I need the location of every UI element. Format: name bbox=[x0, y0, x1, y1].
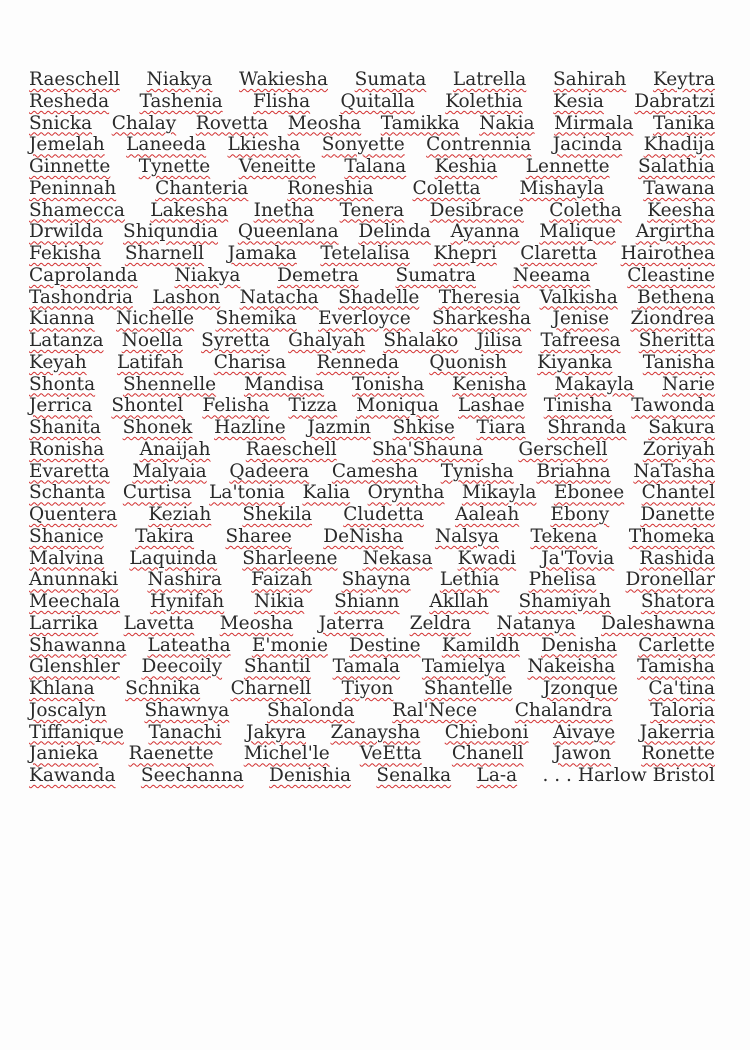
name-word: Flisha bbox=[253, 90, 311, 112]
name-word: Queenlana bbox=[237, 221, 339, 243]
name-word: Ronette bbox=[641, 743, 715, 765]
name-word: Larrika bbox=[29, 612, 99, 634]
poem-line bbox=[29, 700, 715, 722]
name-word: Delinda bbox=[358, 221, 431, 243]
name-word: Kwadi bbox=[457, 547, 517, 569]
name-word: Charisa bbox=[213, 351, 287, 373]
name-word: Sharee bbox=[225, 525, 292, 547]
poem-line bbox=[29, 287, 715, 309]
name-word: Khepri bbox=[433, 243, 497, 264]
name-poem bbox=[29, 69, 715, 787]
name-word: Carlette bbox=[638, 634, 715, 656]
name-word: Chieboni bbox=[444, 721, 529, 743]
name-word: Resheda bbox=[29, 90, 110, 112]
name-word: Qadeera bbox=[229, 460, 310, 482]
name-word: Tekena bbox=[530, 525, 598, 547]
poem-line bbox=[29, 69, 715, 91]
poem-line bbox=[29, 635, 715, 657]
name-word: Tashenia bbox=[139, 90, 223, 112]
name-word: Argirtha bbox=[635, 221, 715, 243]
name-word: Ebony bbox=[550, 504, 610, 525]
name-word: Thomeka bbox=[628, 525, 715, 547]
name-word: Roneshia bbox=[287, 177, 374, 199]
poem-line bbox=[29, 743, 715, 765]
name-word: Daleshawna bbox=[601, 612, 715, 634]
name-word: Jawon bbox=[553, 743, 612, 765]
name-word: Dabratzi bbox=[634, 90, 715, 112]
name-word: Evaretta bbox=[29, 460, 110, 482]
name-word: Malique bbox=[539, 221, 616, 243]
name-word: Coletta bbox=[412, 177, 481, 199]
poem-line bbox=[29, 308, 715, 330]
poem-line bbox=[29, 765, 715, 787]
name-word: Danette bbox=[640, 504, 715, 525]
name-word: Deecoily bbox=[141, 656, 223, 678]
name-word: Shayna bbox=[341, 569, 411, 591]
name-word: Tetelalisa bbox=[320, 243, 410, 264]
name-word: Cleastine bbox=[627, 264, 715, 286]
name-word: Nakeisha bbox=[527, 656, 616, 678]
poem-line bbox=[29, 352, 715, 374]
name-word: Natacha bbox=[239, 286, 319, 308]
name-word: Lakesha bbox=[150, 199, 229, 221]
name-word: Rovetta bbox=[195, 112, 269, 134]
name-word: Sha'Shauna bbox=[371, 438, 484, 460]
name-word: Kamildh bbox=[441, 634, 520, 656]
name-word: Sharnell bbox=[124, 243, 205, 264]
name-word: Latifah bbox=[116, 351, 184, 373]
name-word: Michel'le bbox=[243, 743, 330, 765]
name-word: Denishia bbox=[269, 765, 352, 786]
name-word: Sakura bbox=[648, 417, 715, 438]
name-word: Sumatra bbox=[395, 264, 476, 286]
poem-line bbox=[29, 591, 715, 613]
name-word: Jilisa bbox=[476, 330, 523, 351]
name-word: Schanta bbox=[29, 482, 106, 504]
name-word: Shranda bbox=[547, 417, 627, 438]
name-word: Sahirah bbox=[552, 69, 627, 90]
name-word: Shekila bbox=[242, 504, 313, 525]
name-word: Aivaye bbox=[553, 721, 616, 743]
name-word: Taloria bbox=[650, 699, 715, 721]
poem-line bbox=[29, 569, 715, 591]
name-word: Noella bbox=[121, 330, 183, 351]
poem-line bbox=[29, 221, 715, 243]
name-word: Aaleah bbox=[455, 504, 520, 525]
name-word: Narie bbox=[662, 373, 715, 395]
name-word: Quonish bbox=[429, 351, 507, 373]
name-word: Tynisha bbox=[440, 460, 514, 482]
name-word: Tenera bbox=[339, 199, 405, 221]
name-word: Glenshler bbox=[29, 656, 120, 678]
poem-line bbox=[29, 461, 715, 483]
name-word: Kolethia bbox=[445, 90, 523, 112]
name-word: Laneeda bbox=[126, 134, 207, 156]
name-word: Ayanna bbox=[450, 221, 520, 243]
name-word: Nichelle bbox=[116, 308, 195, 330]
name-word: Sheritta bbox=[638, 330, 715, 351]
name-word: Nashira bbox=[147, 569, 222, 591]
name-word: Ziondrea bbox=[630, 308, 715, 330]
name-word: Chantel bbox=[641, 482, 715, 504]
name-word: Shatora bbox=[640, 591, 715, 612]
name-word: Chanell bbox=[451, 743, 524, 765]
name-word: Sumata bbox=[354, 69, 427, 90]
name-word: Chalandra bbox=[514, 699, 613, 721]
name-word: Coletha bbox=[549, 199, 622, 221]
name-word: Nikia bbox=[254, 591, 305, 612]
name-word: Tanachi bbox=[148, 721, 222, 743]
name-word: Shantil bbox=[243, 656, 311, 678]
name-word: Ginnette bbox=[29, 156, 111, 177]
name-word: Shamiyah bbox=[518, 591, 612, 612]
name-word: Janieka bbox=[29, 743, 99, 765]
name-word: Syretta bbox=[201, 330, 270, 351]
name-word: Lashae bbox=[458, 395, 525, 417]
poem-line bbox=[29, 200, 715, 222]
name-word: Tamikka bbox=[380, 112, 460, 134]
name-word: Shonek bbox=[122, 417, 193, 438]
name-word: Briahna bbox=[536, 460, 611, 482]
name-word: Tamala bbox=[332, 656, 401, 678]
name-word: Sharleene bbox=[242, 547, 338, 569]
name-word: Keziah bbox=[148, 504, 212, 525]
name-word: Makayla bbox=[554, 373, 635, 395]
name-word: NaTasha bbox=[633, 460, 715, 482]
name-word: Quitalla bbox=[340, 90, 415, 112]
name-word: Nekasa bbox=[362, 547, 433, 569]
name-word: Peninnah bbox=[29, 177, 117, 199]
name-word: Raeschell bbox=[245, 438, 337, 460]
name-word: Dronellar bbox=[625, 569, 715, 591]
name-word: Shawnya bbox=[144, 699, 230, 721]
poem-line bbox=[29, 265, 715, 287]
name-word: Moniqua bbox=[356, 395, 439, 417]
poem-line bbox=[29, 330, 715, 352]
name-word: Ca'tina bbox=[648, 678, 715, 699]
name-word: Rashida bbox=[639, 547, 715, 569]
name-word: Latrella bbox=[452, 69, 527, 90]
name-word: Tamielya bbox=[421, 656, 506, 678]
name-word: Faizah bbox=[251, 569, 313, 591]
name-word: E'monie bbox=[251, 634, 328, 656]
name-word: Keesha bbox=[647, 199, 715, 221]
name-word: Jerrica bbox=[29, 395, 93, 417]
name-word: La'tonia bbox=[209, 482, 285, 504]
name-word: Meechala bbox=[29, 591, 121, 612]
name-word: Shiqundia bbox=[123, 221, 218, 243]
name-word: Tiara bbox=[476, 417, 526, 438]
name-word: Lateatha bbox=[147, 634, 231, 656]
name-word: Meosha bbox=[219, 612, 294, 634]
name-word: Tynette bbox=[138, 156, 211, 177]
name-word: Jakerria bbox=[639, 721, 715, 743]
name-word: Khlana bbox=[29, 678, 95, 699]
name-word: Cludetta bbox=[343, 504, 424, 525]
name-word: Curtisa bbox=[122, 482, 192, 504]
name-word: Neeama bbox=[512, 264, 591, 286]
name-word: DeNisha bbox=[323, 525, 404, 547]
name-word: Raeschell bbox=[29, 69, 120, 90]
name-word: Valkisha bbox=[539, 286, 618, 308]
name-word: Phelisa bbox=[528, 569, 597, 591]
name-word: Desibrace bbox=[429, 199, 524, 221]
poem-line bbox=[29, 722, 715, 744]
name-word: Malvina bbox=[29, 547, 105, 569]
name-word: Oryntha bbox=[367, 482, 445, 504]
poem-line bbox=[29, 134, 715, 156]
name-word: Destine bbox=[349, 634, 421, 656]
name-word: Shiann bbox=[334, 591, 400, 612]
name-word: Tanika bbox=[652, 112, 715, 134]
name-word: Jaterra bbox=[318, 612, 385, 634]
name-word: Jzonque bbox=[543, 678, 618, 699]
name-word: Niakya bbox=[146, 69, 213, 90]
name-word: Akllah bbox=[429, 591, 489, 612]
name-word: Lennette bbox=[525, 156, 610, 177]
poem-line bbox=[29, 417, 715, 439]
name-word: Hairothea bbox=[620, 243, 715, 264]
name-word: Kawanda bbox=[29, 765, 116, 786]
name-word: Keyah bbox=[29, 351, 87, 373]
name-word: Tanisha bbox=[642, 351, 715, 373]
name-word: Ronisha bbox=[29, 438, 105, 460]
name-word: Snicka bbox=[29, 112, 93, 134]
poem-line bbox=[29, 526, 715, 548]
name-word: Jacinda bbox=[552, 134, 623, 156]
name-word: Laquinda bbox=[129, 547, 218, 569]
poem-line bbox=[29, 656, 715, 678]
poem-line bbox=[29, 156, 715, 178]
name-word: Khadija bbox=[643, 134, 715, 156]
name-word: Shadelle bbox=[338, 286, 420, 308]
name-word: Claretta bbox=[520, 243, 598, 264]
name-word: Lethia bbox=[439, 569, 500, 591]
name-word: Contrennia bbox=[426, 134, 532, 156]
name-word: Ebonee bbox=[553, 482, 625, 504]
name-word: Takira bbox=[135, 525, 195, 547]
name-word: Chanteria bbox=[155, 177, 249, 199]
poem-line bbox=[29, 439, 715, 461]
name-word: VeEtta bbox=[359, 743, 422, 765]
name-word: Zanaysha bbox=[330, 721, 421, 743]
poem-line bbox=[29, 243, 715, 265]
name-word: Lashon bbox=[152, 286, 221, 308]
name-word: Caprolanda bbox=[29, 264, 138, 286]
name-word: Tizza bbox=[288, 395, 338, 417]
name-word: Lkiesha bbox=[227, 134, 301, 156]
name-word: Shonta bbox=[29, 373, 96, 395]
poem-line bbox=[29, 395, 715, 417]
name-word: Mishayla bbox=[519, 177, 605, 199]
name-word: Kiyanka bbox=[537, 351, 613, 373]
name-word: Veneitte bbox=[238, 156, 316, 177]
name-word: Niakya bbox=[174, 264, 241, 286]
name-word: Joscalyn bbox=[29, 699, 107, 721]
name-word: Bethena bbox=[637, 286, 715, 308]
name-word: Gerschell bbox=[518, 438, 608, 460]
name-word: Schnika bbox=[125, 678, 201, 699]
name-word: Senalka bbox=[376, 765, 452, 786]
name-word: Tawana bbox=[643, 177, 715, 199]
name-word: Jenise bbox=[552, 308, 610, 330]
poem-line bbox=[29, 548, 715, 570]
name-word: Theresia bbox=[438, 286, 521, 308]
name-word: Shanice bbox=[29, 525, 104, 547]
name-word: La-a bbox=[476, 765, 518, 786]
name-word: Nakia bbox=[479, 112, 535, 134]
poem-line bbox=[29, 178, 715, 200]
name-word: Kianna bbox=[29, 308, 95, 330]
name-word: Tiyon bbox=[341, 678, 394, 699]
name-word: Wakiesha bbox=[239, 69, 328, 90]
name-word: Anunnaki bbox=[29, 569, 119, 591]
poem-line bbox=[29, 504, 715, 526]
name-word: Raenette bbox=[128, 743, 214, 765]
name-word: Camesha bbox=[331, 460, 419, 482]
name-word: Anaijah bbox=[139, 438, 211, 460]
name-word: Drwilda bbox=[29, 221, 104, 243]
name-word: Seechanna bbox=[140, 765, 244, 786]
name-word: Shemika bbox=[215, 308, 297, 330]
name-word: Tonisha bbox=[351, 373, 425, 395]
name-word: Ja'Tovia bbox=[541, 547, 615, 569]
name-word: Shanita bbox=[29, 417, 101, 438]
name-word: Hynifah bbox=[149, 591, 225, 612]
name-word: Demetra bbox=[277, 264, 359, 286]
name-word: Nalsya bbox=[434, 525, 500, 547]
name-word: Tawonda bbox=[631, 395, 715, 417]
name-word: Ghalyah bbox=[288, 330, 366, 351]
poem-line bbox=[29, 482, 715, 504]
name-word: Jemelah bbox=[29, 134, 105, 156]
name-word: Shontel bbox=[111, 395, 184, 417]
name-word: Salathia bbox=[638, 156, 715, 177]
name-word: Charnell bbox=[230, 678, 312, 699]
name-word: Chalay bbox=[111, 112, 177, 134]
name-word: Shennelle bbox=[122, 373, 217, 395]
name-word: Tashondria bbox=[29, 286, 134, 308]
name-word: Meosha bbox=[287, 112, 362, 134]
name-word: Shalako bbox=[383, 330, 459, 351]
name-word: Tafreesa bbox=[540, 330, 621, 351]
name-word: Natanya bbox=[496, 612, 576, 634]
name-word: Shkise bbox=[392, 417, 455, 438]
name-word: Keytra bbox=[652, 69, 715, 90]
name-word: Tiffanique bbox=[29, 721, 124, 743]
name-word: Fekisha bbox=[29, 243, 102, 264]
name-word: Kenisha bbox=[452, 373, 527, 395]
signature-tail: . . . Harlow Bristol bbox=[542, 765, 715, 786]
name-word: Zeldra bbox=[409, 612, 472, 634]
name-word: Kesia bbox=[553, 90, 604, 112]
name-word: Zoriyah bbox=[642, 438, 715, 460]
name-word: Ral'Nece bbox=[392, 699, 478, 721]
name-word: Mandisa bbox=[243, 373, 325, 395]
name-word: Tamisha bbox=[637, 656, 715, 678]
name-word: Lavetta bbox=[123, 612, 195, 634]
name-word: Shantelle bbox=[423, 678, 513, 699]
poem-line bbox=[29, 113, 715, 135]
name-word: Keshia bbox=[434, 156, 498, 177]
name-word: Latanza bbox=[29, 330, 104, 351]
name-word: Mikayla bbox=[461, 482, 537, 504]
name-word: Malyaia bbox=[132, 460, 207, 482]
name-word: Sharkesha bbox=[432, 308, 532, 330]
name-word: Renneda bbox=[316, 351, 399, 373]
name-word: Mirmala bbox=[554, 112, 634, 134]
poem-line bbox=[29, 374, 715, 396]
name-word: Talana bbox=[344, 156, 407, 177]
name-word: Everloyce bbox=[318, 308, 411, 330]
name-word: Denisha bbox=[541, 634, 618, 656]
name-word: Felisha bbox=[202, 395, 270, 417]
name-word: Kalia bbox=[302, 482, 351, 504]
name-word: Sonyette bbox=[321, 134, 405, 156]
name-word: Shamecca bbox=[29, 199, 125, 221]
poem-line bbox=[29, 678, 715, 700]
poem-line bbox=[29, 91, 715, 113]
name-word: Tinisha bbox=[543, 395, 613, 417]
name-word: Hazline bbox=[214, 417, 286, 438]
name-word: Jamaka bbox=[227, 243, 297, 264]
name-word: Jakyra bbox=[246, 721, 307, 743]
name-word: Quentera bbox=[29, 504, 118, 525]
name-word: Shalonda bbox=[267, 699, 355, 721]
name-word: Inetha bbox=[253, 199, 315, 221]
name-word: Jazmin bbox=[307, 417, 371, 438]
name-word: Shawanna bbox=[29, 634, 127, 656]
poem-line bbox=[29, 613, 715, 635]
